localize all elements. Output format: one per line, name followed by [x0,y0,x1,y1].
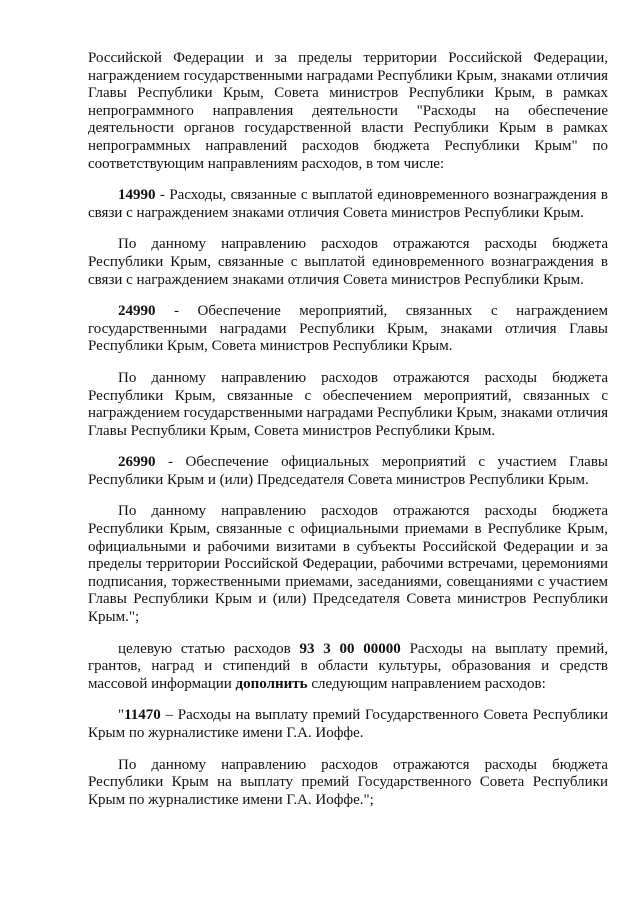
paragraph-11470-note: По данному направлению расходов отражаются расходы бюджета Республики Крым на выплату премий Государственного Совета Республики Крым по журналистике имени Г.А. Иоффе."; [88,756,608,808]
opening-quote: " [118,707,125,724]
expense-code: 14990 [118,187,156,204]
expense-code: 24990 [118,303,156,320]
article-prefix: целевую статью расходов [118,640,300,657]
expense-description: – Расходы на выплату премий Государственного Совета Республики Крым по журналистике имени Г.А. Иоффе. [88,707,608,741]
paragraph-target-article [88,641,608,694]
paragraph-24990-note: По данному направлению расходов отражаются расходы бюджета Республики Крым, связанные с обеспечением мероприятий, связанных с награждением государственными наградами Республики Крым, знаками отличия Главы Республики Крым, Совета министров Республики Крым. [88,369,608,439]
article-suffix: следующим направлением расходов: [307,675,546,692]
paragraph-26990-note: По данному направлению расходов отражаются расходы бюджета Республики Крым, связанные с официальными приемами в Республике Крым, официальными и рабочими визитами в субъекты Российской Федерации и за пределы территории Российской Федерации, рабочими встречами, церемониями подписания, торжественными приемами, заседаниями, совещаниями с участием Главы Республики Крым и (или) Председателя Совета министров Республики Крым."; [88,503,608,626]
expense-description: - Расходы, связанные с выплатой единовременного вознаграждения в связи с награждением знаками отличия Совета министров Республики Крым. [88,187,608,221]
article-action: дополнить [235,675,308,692]
paragraph-intro: Российской Федерации и за пределы территории Российской Федерации, награждением государственными наградами Республики Крым, знаками отличия Главы Республики Крым, Совета министров Республики Крым, в рамках непрограммного направления деятельности "Расходы на обеспечение деятельности органов государственной власти Республики Крым в рамках непрограммных направлений расходов бюджета Республики Крым" по соответствующим направлениям расходов, в том числе: [88,50,608,172]
document-body [88,50,608,823]
expense-code: 11470 [124,707,161,724]
paragraph-26990 [88,454,608,489]
expense-description: - Обеспечение мероприятий, связанных с награждением государственными наградами Республики Крым, знаками отличия Главы Республики Крым, Совета министров Республики Крым. [88,303,608,355]
expense-description: - Обеспечение официальных мероприятий с участием Главы Республики Крым и (или) Председателя Совета министров Республики Крым. [88,454,608,488]
paragraph-11470 [88,707,608,742]
article-description: Расходы на выплату премий, грантов, наград и стипендий в области культуры, образования и средств массовой информации [88,640,608,692]
expense-code: 26990 [118,454,156,471]
paragraph-24990 [88,303,608,356]
paragraph-14990-note: По данному направлению расходов отражаются расходы бюджета Республики Крым, связанные с выплатой единовременного вознаграждения в связи с награждением знаками отличия Совета министров Республики Крым. [88,236,608,288]
paragraph-14990 [88,187,608,222]
article-code: 93 3 00 00000 [299,640,401,657]
